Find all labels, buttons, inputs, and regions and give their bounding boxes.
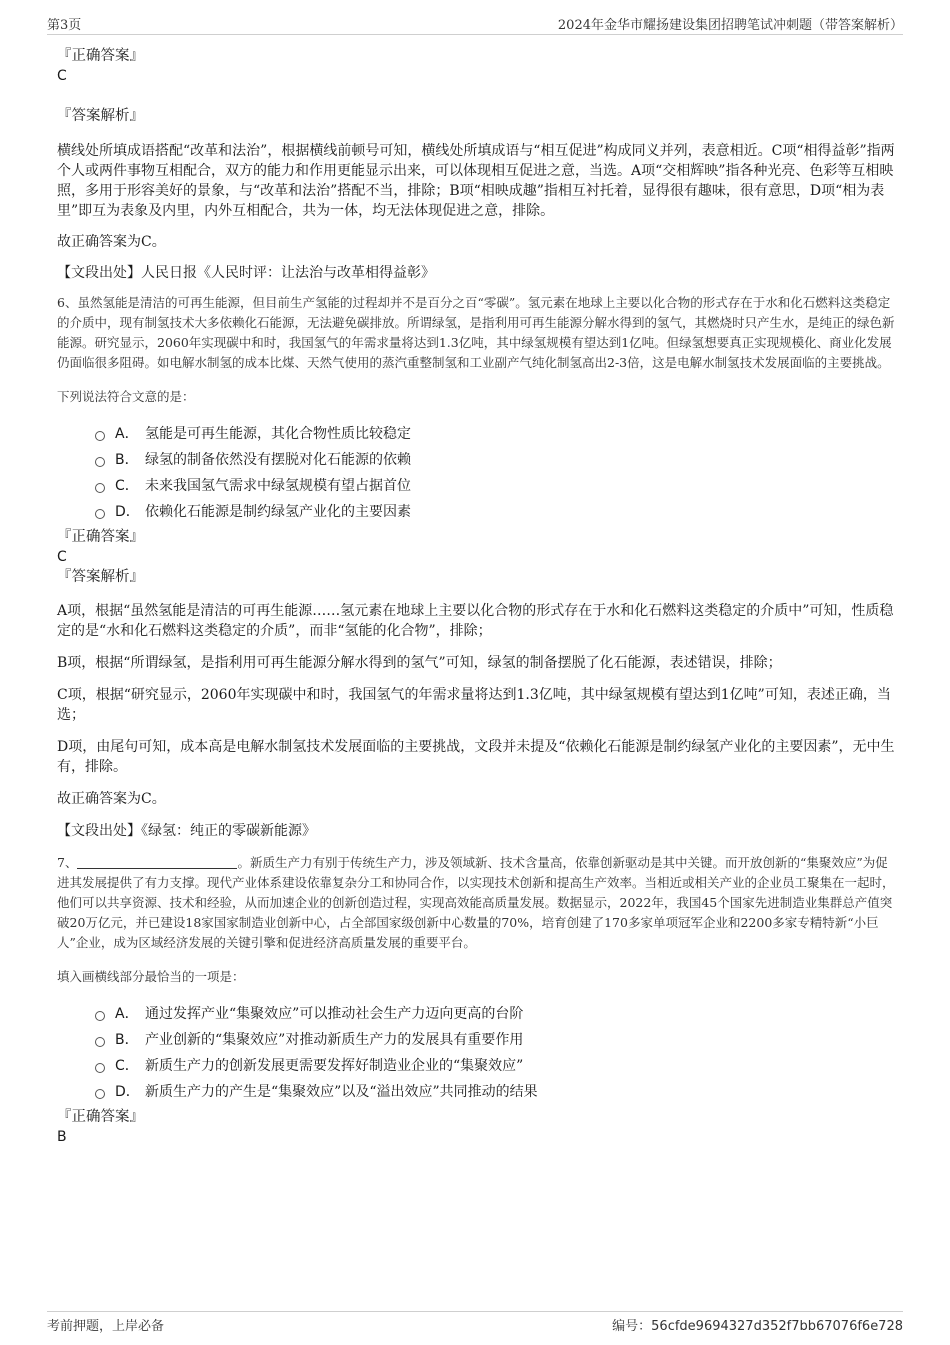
q6-answer-label: 『正确答案』: [57, 529, 144, 545]
option-text: 依赖化石能源是制约绿氢产业化的主要因素: [145, 504, 411, 520]
footer-slogan: 考前押题，上岸必备: [47, 1319, 165, 1334]
q7-options: [57, 1001, 897, 1105]
q6-analysis-a: A项，根据“虽然氢能是清洁的可再生能源……氢元素在地球上主要以化合物的形式存在于水和化石燃料这类稳定的介质中”可知，性质稳定的是“水和化石燃料这类稳定的介质”，而非“氢能的化合物”，排除；: [57, 603, 894, 639]
q7-prompt: 填入画横线部分最恰当的一项是：: [57, 969, 245, 984]
document-code: 编号：56cfde9694327d352f7bb67076f6e728: [612, 1319, 903, 1334]
radio-icon[interactable]: [95, 457, 105, 467]
q6-prompt: 下列说法符合文意的是：: [57, 389, 195, 404]
q6-analysis-c: C项，根据“研究显示，2060年实现碳中和时，我国氢气的年需求量将达到1.3亿吨，其中绿氢规模有望达到1亿吨”可知，表述正确，当选；: [57, 687, 891, 723]
q6-analysis-b: B项，根据“所谓绿氢，是指利用可再生能源分解水得到的氢气”可知，绿氢的制备摆脱了化石能源，表述错误，排除；: [57, 655, 782, 671]
q7-body: [57, 853, 897, 953]
document-title: 2024年金华市耀扬建设集团招聘笔试冲刺题（带答案解析）: [557, 18, 903, 33]
q5-analysis-label: 『答案解析』: [57, 108, 144, 124]
q7-body-text: 。新质生产力有别于传统生产力，涉及领域新、技术含量高，依靠创新驱动是其中关键。而开放创新的“集聚效应”为促进其发展提供了有力支撑。现代产业体系建设依靠复杂分工和协同合作，以实现技术创新和提高生产效率。当相近或相关产业的企业员工聚集在一起时，他们可以共享资源、技术和经验，从而加速企业的创新创造过程，实现高效能高质量发展。数据显示，2022年，我国45个国家先进制造业集群总产值突破20万亿元，并已建设18家国家制造业创新中心，占全部国家级创新中心数量的70%，培育创建了170多家单项冠军企业和2200多家专精特新“小巨人”企业，成为区域经济发展的关键引擎和促进经济高质量发展的重要平台。: [57, 855, 895, 950]
page-number: 第3页: [47, 18, 82, 33]
q5-source: 【文段出处】人民日报《人民时评：让法治与改革相得益彰》: [57, 265, 435, 281]
q7-option-a[interactable]: A． 通过发挥产业“集聚效应”可以推动社会生产力迈向更高的台阶: [95, 1001, 897, 1027]
q6-options: [57, 421, 897, 525]
q6-analysis-d: D项，由尾句可知，成本高是电解水制氢技术发展面临的主要挑战，文段并未提及“依赖化石能源是制约绿氢产业化的主要因素”，无中生有，排除。: [57, 739, 895, 775]
q6-option-b[interactable]: B． 绿氢的制备依然没有摆脱对化石能源的依赖: [95, 447, 897, 473]
page-footer: [47, 1311, 903, 1336]
q6-option-c[interactable]: C． 未来我国氢气需求中绿氢规模有望占据首位: [95, 473, 897, 499]
radio-icon[interactable]: [95, 483, 105, 493]
radio-icon[interactable]: [95, 1089, 105, 1099]
q5-answer-label: 『正确答案』: [57, 48, 144, 64]
option-text: 产业创新的“集聚效应”对推动新质生产力的发展具有重要作用: [145, 1032, 524, 1048]
option-text: 氢能是可再生能源，其化合物性质比较稳定: [145, 426, 411, 442]
q7-option-c[interactable]: C． 新质生产力的创新发展更需要发挥好制造业企业的“集聚效应”: [95, 1053, 897, 1079]
q6-option-a[interactable]: A． 氢能是可再生能源，其化合物性质比较稳定: [95, 421, 897, 447]
option-text: 新质生产力的产生是“集聚效应”以及“溢出效应”共同推动的结果: [145, 1084, 538, 1100]
radio-icon[interactable]: [95, 431, 105, 441]
q7-option-d[interactable]: D． 新质生产力的产生是“集聚效应”以及“溢出效应”共同推动的结果: [95, 1079, 897, 1105]
option-text: 绿氢的制备依然没有摆脱对化石能源的依赖: [145, 452, 411, 468]
option-text: 未来我国氢气需求中绿氢规模有望占据首位: [145, 478, 411, 494]
q6-source: 【文段出处】《绿氢：纯正的零碳新能源》: [57, 823, 316, 839]
option-text: 新质生产力的创新发展更需要发挥好制造业企业的“集聚效应”: [145, 1058, 524, 1074]
page-header: [47, 12, 903, 35]
q7-answer: B: [57, 1129, 67, 1145]
fill-blank: [77, 854, 237, 869]
radio-icon[interactable]: [95, 1063, 105, 1073]
q5-answer: C: [57, 68, 67, 84]
q6-answer: C: [57, 549, 67, 565]
q7-number: 7、: [57, 855, 78, 870]
q7-answer-label: 『正确答案』: [57, 1109, 144, 1125]
q6-body: 6、虽然氢能是清洁的可再生能源，但目前生产氢能的过程却并不是百分之百“零碳”。氢元素在地球上主要以化合物的形式存在于水和化石燃料这类稳定的介质中，现有制氢技术大多依赖化石能源，无法避免碳排放。所谓绿氢，是指利用可再生能源分解水得到的氢气，其燃烧时只产生水，是纯正的绿色新能源。研究显示，2060年实现碳中和时，我国氢气的年需求量将达到1.3亿吨，其中绿氢规模有望达到1亿吨。但绿氢想要真正实现规模化、商业化发展仍面临很多阻碍。如电解水制氢的成本比煤、天然气使用的蒸汽重整制氢和工业副产气纯化制氢高出2-3倍，这是电解水制氢技术发展面临的主要挑战。: [57, 295, 895, 370]
q5-conclusion: 故正确答案为C。: [57, 234, 166, 250]
radio-icon[interactable]: [95, 1037, 105, 1047]
q5-analysis: 横线处所填成语搭配“改革和法治”，根据横线前顿号可知，横线处所填成语与“相互促进”构成同义并列，表意相近。C项“相得益彰”指两个人或两件事物互相配合，双方的能力和作用更能显示出来，可以体现相互促进之意，当选。A项“交相辉映”指各种光亮、色彩等互相映照，多用于形容美好的景象，与“改革和法治”搭配不当，排除；B项“相映成趣”指相互衬托着，显得很有趣味，很有意思，D项“相为表里”即互为表象及内里，内外互相配合，共为一体，均无法体现促进之意，排除。: [57, 143, 895, 219]
radio-icon[interactable]: [95, 1011, 105, 1021]
q6-option-d[interactable]: D． 依赖化石能源是制约绿氢产业化的主要因素: [95, 499, 897, 525]
q6-conclusion: 故正确答案为C。: [57, 791, 166, 807]
page-content: [57, 40, 897, 1147]
q6-analysis-label: 『答案解析』: [57, 569, 144, 585]
option-text: 通过发挥产业“集聚效应”可以推动社会生产力迈向更高的台阶: [145, 1006, 524, 1022]
q7-option-b[interactable]: B． 产业创新的“集聚效应”对推动新质生产力的发展具有重要作用: [95, 1027, 897, 1053]
radio-icon[interactable]: [95, 509, 105, 519]
